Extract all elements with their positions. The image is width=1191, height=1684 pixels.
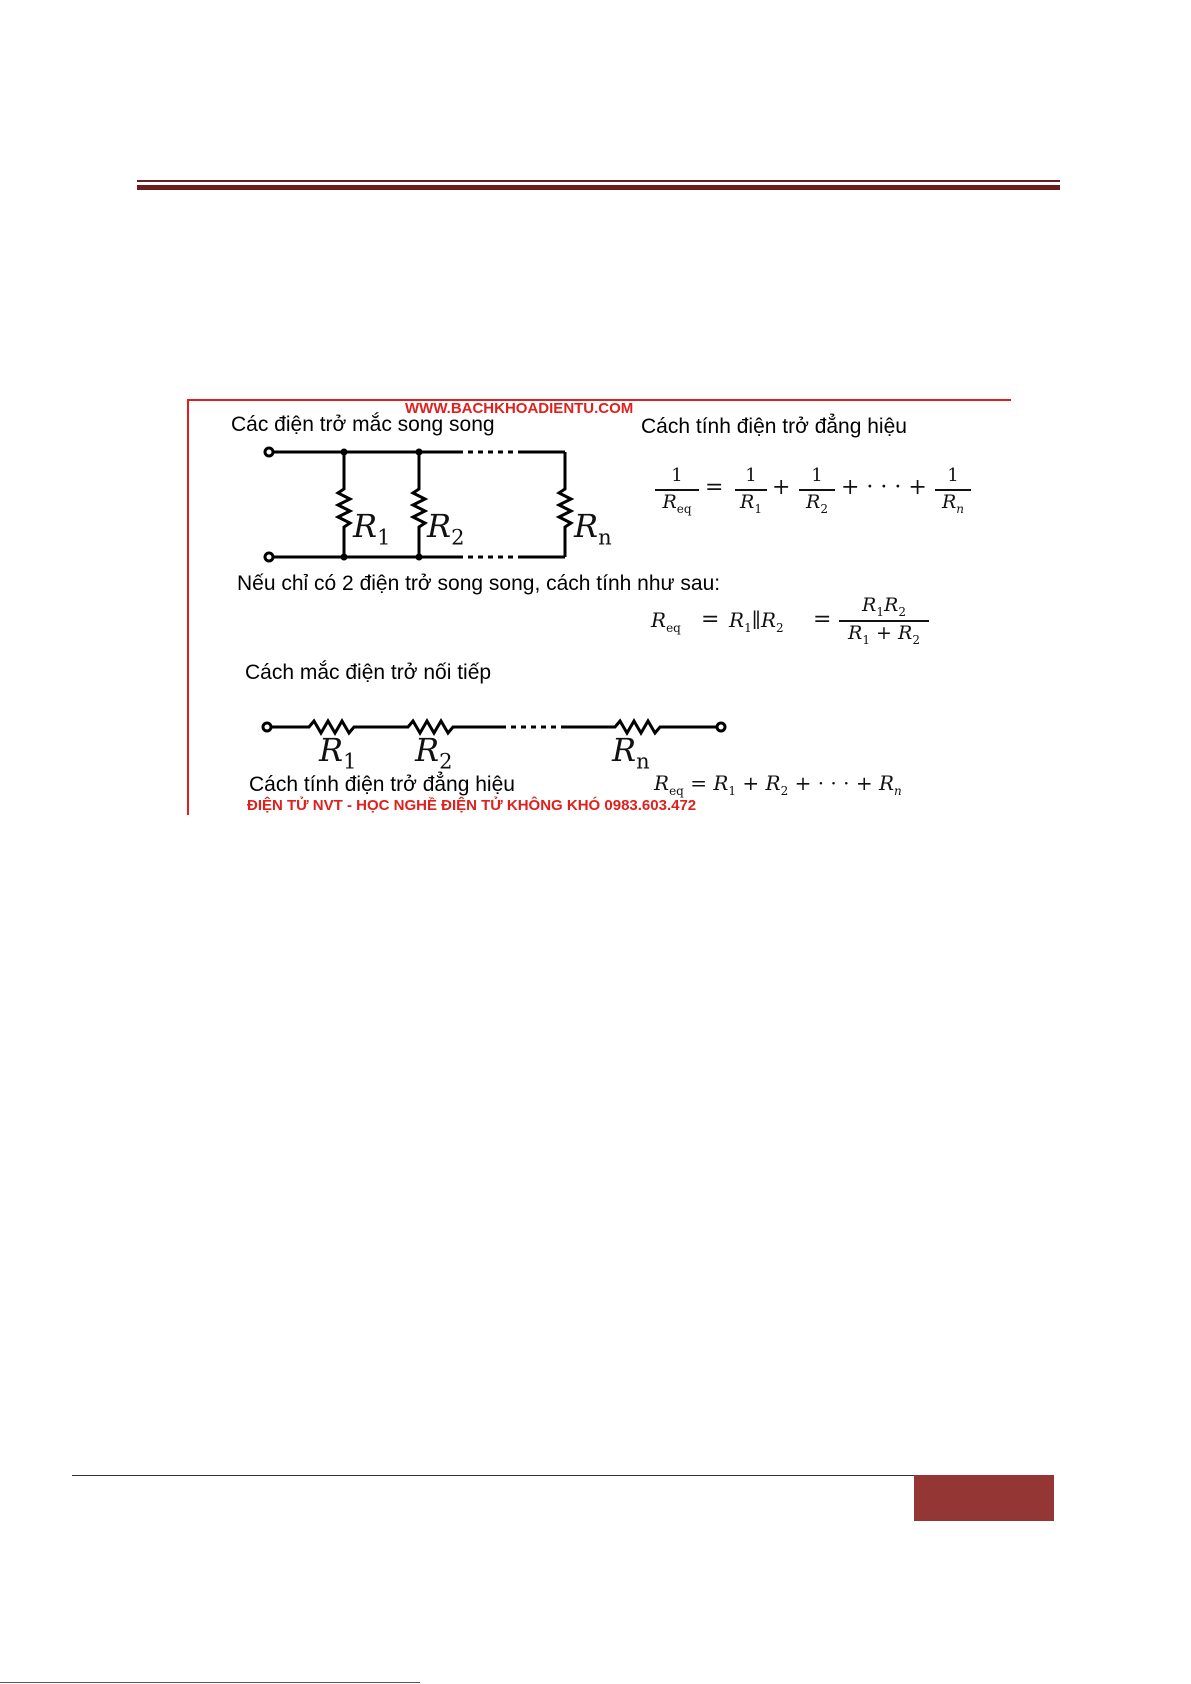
resistor-figure: WWW.BACHKHOADIENTU.COM Các điện trở mắc song song Cách tính điện trở đẳng hiệu Nếu chỉ có 2 điện trở song song, cách tính như sau: Cách mắc điện trở nối tiếp Cách tính điện trở đẳng hiệu ĐIỆN TỬ NVT - HỌC NGHỀ ĐIỆN TỬ KHÔNG KHÓ 0983.603.472 $R_1$ $R_2$ $R_n$ $R_1$ $R_2$ $R_n$ 1 $R_{eq}$ = 1 $R_1$ + 1 $R_2$ + · · · + 1 $R_n$ $R_{eq}$ = $R_1\parallel R_2$ = $R_1R_2$ $R_1 + R_2$ $R_{eq} = R_1 + R_2$ + · · · + $R_n$ xyxy=(187,399,1011,815)
parallel-circuit xyxy=(265,448,571,561)
header-rule-thin xyxy=(137,180,1060,182)
bottom-rule xyxy=(0,1682,420,1683)
header-rule-thick xyxy=(137,185,1060,190)
equivalent-title: Cách tính điện trở đẳng hiệu xyxy=(641,415,907,438)
label-rn: $R_n$ xyxy=(574,507,612,550)
resistor-r2-zigzag xyxy=(413,452,425,557)
terminal-bottom xyxy=(265,553,273,561)
label-r1: $R_1$ xyxy=(353,507,391,550)
label-r2: $R_2$ xyxy=(427,507,465,550)
series-label-r2: $R_2$ xyxy=(415,731,453,774)
terminal-top xyxy=(265,448,273,456)
series-terminal-left xyxy=(263,723,271,731)
series-label-rn: $R_n$ xyxy=(612,731,650,774)
two-parallel-note: Nếu chỉ có 2 điện trở song song, cách tính như sau: xyxy=(237,572,721,595)
series-equivalent-title: Cách tính điện trở đẳng hiệu xyxy=(249,773,515,796)
watermark-url: WWW.BACHKHOADIENTU.COM xyxy=(405,400,634,417)
formula-series: $R_{eq} = R_1 + R_2$ + · · · + $R_n$ xyxy=(654,771,902,798)
series-label-r1: $R_1$ xyxy=(319,731,357,774)
resistor-rn-zigzag xyxy=(559,452,571,557)
series-title: Cách mắc điện trở nối tiếp xyxy=(245,661,492,684)
series-r1-r2 xyxy=(271,721,501,733)
resistor-r1-zigzag xyxy=(338,452,350,557)
footer-credit: ĐIỆN TỬ NVT - HỌC NGHỀ ĐIỆN TỬ KHÔNG KHÓ 0983.603.472 xyxy=(247,797,697,814)
footer-rule xyxy=(72,1475,915,1476)
series-terminal-right xyxy=(717,723,725,731)
parallel-title: Các điện trở mắc song song xyxy=(231,413,495,436)
page-number-box xyxy=(914,1475,1054,1521)
